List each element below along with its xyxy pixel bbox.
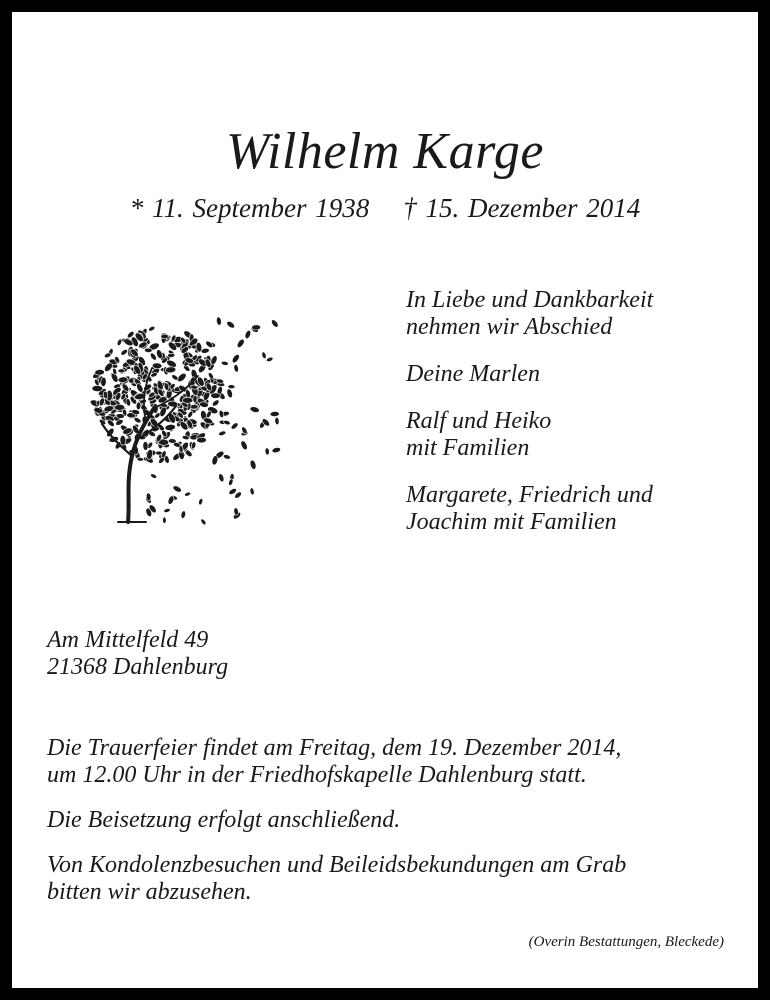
leaf-shape	[211, 393, 221, 399]
leaf-shape	[265, 448, 270, 456]
leaf-shape	[95, 369, 105, 375]
leaf-shape	[92, 385, 103, 391]
address-city: 21368 Dahlenburg	[47, 654, 229, 680]
leaf-shape	[116, 338, 122, 346]
mourner-sons: Ralf und Heiko mit Familien	[406, 408, 552, 461]
leaf-shape	[137, 457, 144, 461]
condolence-request-text: Von Kondolenzbesuchen und Beileidsbekundungen am Grab bitten wir abzusehen.	[47, 852, 627, 905]
mourner-siblings: Margarete, Friedrich und Joachim mit Familien	[406, 482, 653, 535]
death-date: † 15. Dezember 2014	[403, 193, 641, 223]
address-street: Am Mittelfeld 49	[47, 627, 209, 653]
leaf-shape	[163, 517, 167, 523]
leaf-shape	[207, 372, 214, 380]
leaf-shape	[211, 399, 220, 408]
leaf-shape	[218, 410, 224, 418]
leaf-shape	[230, 422, 239, 431]
leaf-shape	[172, 485, 183, 494]
leaf-shape	[167, 353, 175, 357]
leaf-shape	[197, 437, 207, 443]
leaf-shape	[148, 325, 156, 332]
leaf-shape	[187, 410, 194, 419]
leaf-shape	[161, 334, 169, 338]
leaf-shape	[193, 395, 198, 403]
leaf-shape	[228, 385, 235, 389]
leaf-shape	[223, 420, 231, 426]
mourners-list	[406, 287, 746, 556]
leaf-shape	[150, 473, 158, 479]
leaf-shape	[266, 356, 274, 362]
funeral-information	[47, 735, 737, 924]
life-dates	[0, 192, 770, 224]
leaf-shape	[167, 495, 175, 505]
leaf-shape	[100, 377, 106, 387]
leaf-shape	[240, 440, 249, 451]
leaf-shape	[252, 325, 261, 331]
leaf-shape	[120, 435, 126, 445]
undertaker-credit: (Overin Bestattungen, Bleckede)	[528, 934, 724, 950]
leaf-shape	[206, 410, 213, 418]
leaf-shape	[226, 388, 234, 398]
leaf-shape	[221, 361, 229, 366]
leaf-shape	[143, 441, 149, 450]
leaf-shape	[216, 317, 222, 326]
leaf-shape	[249, 459, 257, 470]
leaf-shape	[184, 491, 191, 497]
deceased-name: Wilhelm Karge	[226, 123, 544, 180]
mourner-wife: Deine Marlen	[406, 361, 540, 387]
leaf-shape	[116, 413, 125, 418]
leaf-shape	[233, 507, 238, 515]
leaf-shape	[198, 498, 204, 505]
leaf-shape	[270, 319, 279, 329]
leaf-shape	[118, 369, 125, 373]
leaf-shape	[236, 338, 246, 349]
leaf-shape	[249, 487, 255, 495]
leaf-shape	[231, 353, 241, 364]
leaf-shape	[180, 510, 186, 519]
leaf-shape	[118, 376, 128, 382]
leaf-shape	[223, 454, 231, 460]
leaf-shape	[136, 402, 141, 410]
leaf-shape	[218, 430, 227, 436]
farewell-text: In Liebe und Dankbarkeit nehmen wir Abschied	[406, 287, 654, 340]
leaf-shape	[163, 508, 170, 514]
leaf-shape	[270, 411, 279, 417]
leaf-shape	[144, 348, 152, 353]
family-address	[47, 627, 228, 681]
leaf-shape	[226, 320, 236, 329]
funeral-service-text: Die Trauerfeier findet am Freitag, dem 19. Dezember 2014, um 12.00 Uhr in der Friedhofskapelle Dahlenburg statt.	[47, 735, 622, 788]
leaf-shape	[104, 352, 112, 359]
birth-date: * 11. September 1938	[129, 193, 370, 223]
leaf-shape	[210, 355, 219, 366]
leaf-shape	[244, 329, 252, 339]
burial-text: Die Beisetzung erfolgt anschließend.	[47, 807, 401, 833]
leaf-shape	[249, 406, 260, 414]
leaf-shape	[261, 351, 267, 359]
leaf-shape	[218, 473, 225, 483]
leaf-shape	[271, 447, 281, 454]
leaf-shape	[114, 404, 124, 410]
leaf-shape	[200, 518, 207, 526]
tree-illustration	[88, 306, 288, 536]
leaf-shape	[211, 455, 219, 466]
leaf-shape	[152, 363, 162, 369]
leaf-shape	[228, 478, 234, 486]
leaf-shape	[233, 364, 239, 373]
leaf-shape	[182, 397, 193, 403]
leaf-shape	[275, 417, 280, 425]
leaf-shape	[165, 424, 176, 431]
